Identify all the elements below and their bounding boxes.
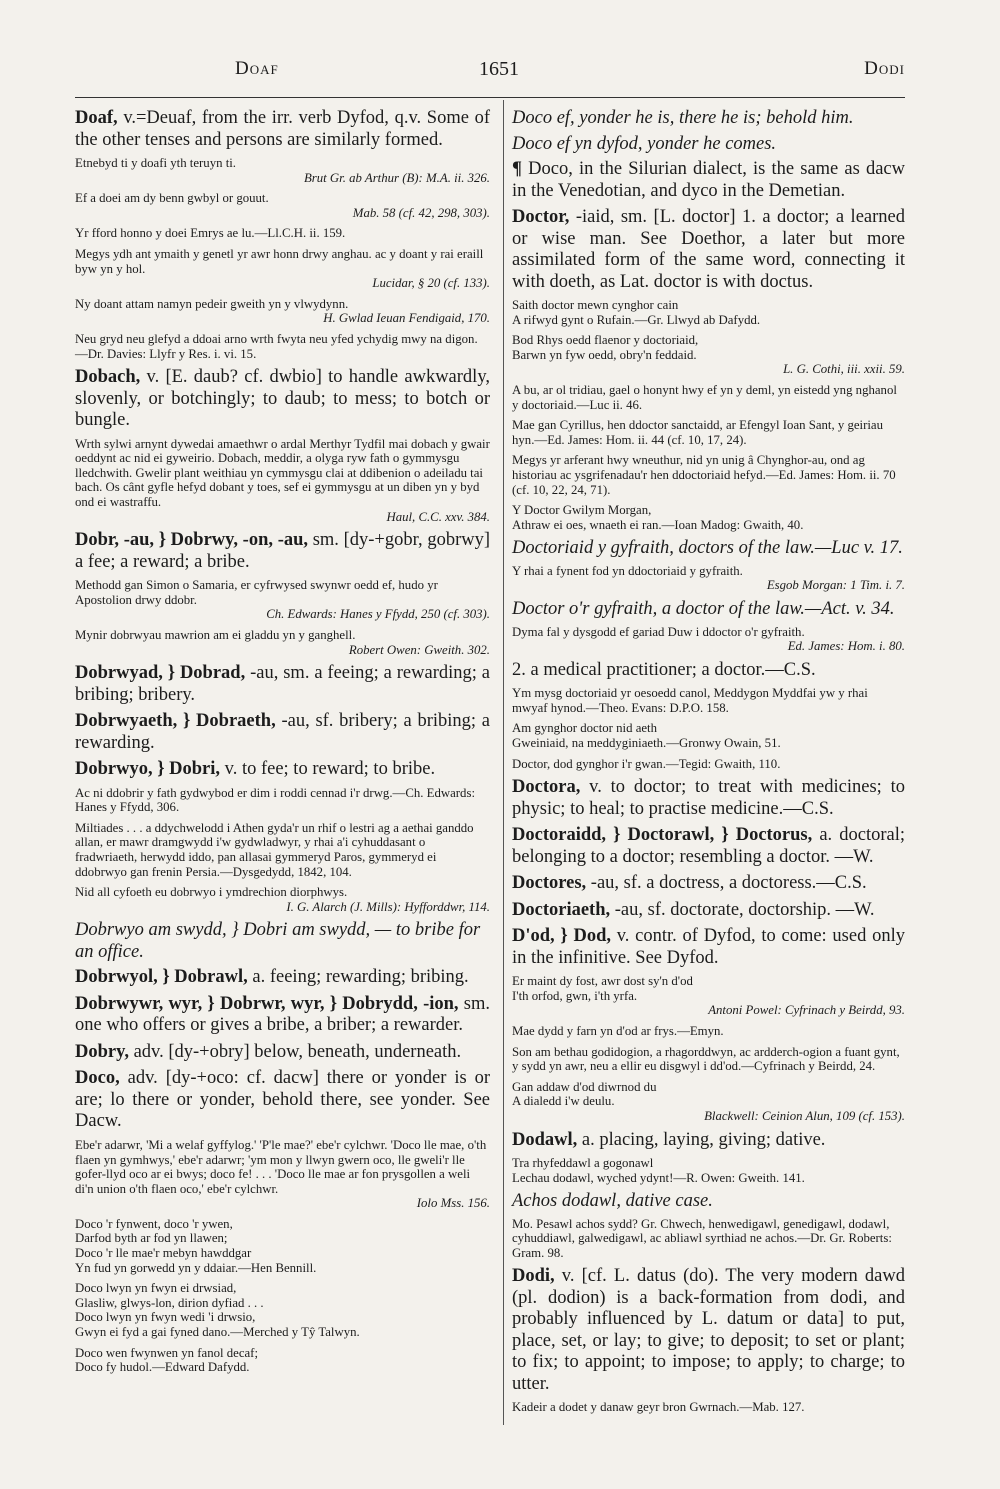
quotation-line: Doco 'r fynwent, doco 'r ywen,: [75, 1216, 233, 1231]
quotation: [75, 628, 490, 657]
quotation: [512, 1080, 905, 1124]
quotation: [512, 1024, 905, 1039]
quotation: [512, 333, 905, 377]
quotation-line: Doco lwyn yn fwyn wedi 'i drwsio,: [75, 1310, 256, 1325]
quotation-source: Brut Gr. ab Arthur (B): M.A. ii. 326.: [303, 170, 490, 185]
definition: v. contr. of Dyfod, to come: used only in the infinitive. See Dyfod.: [512, 926, 905, 968]
headword: Dobrwyo, } Dobri,: [75, 759, 221, 780]
quotation-source: L. G. Cothi, iii. xxii. 59.: [783, 362, 905, 377]
header-rule: [75, 97, 905, 98]
dictionary-entry: [512, 207, 905, 293]
definition: sm. [dy-+gobr, gobrwy] a fee; a reward; a bribe.: [75, 530, 490, 572]
quotation-line: Barwn yn fyw oedd, obry'n feddaid.: [512, 347, 697, 362]
headword: Dobry,: [75, 1041, 129, 1062]
dictionary-entry: [75, 1042, 490, 1064]
definition: a. placing, laying, giving; dative.: [577, 1129, 826, 1150]
quotation-line: Miltiades . . . a ddychwelodd i Athen gyda'r un rhif o lestri ag a aethai ganddo allan, er mawr dramgwydd i'w gydwladwyr, y rhai a'i cyhuddasant o fradwriaeth, herwydd iddo, pan allasai gymmeryd Paros, gymmeryd ei ddobrwyo gan frenin Persia.—Dysgedydd, 1842, 104.: [75, 820, 474, 879]
quotation: [75, 247, 490, 291]
phrase-entry: Doctoriaid y gyfraith, doctors of the law.—Luc v. 17.: [512, 538, 903, 559]
quotation-line: Am gynghor doctor nid aeth: [512, 721, 658, 736]
quotation-line: Darfod byth ar fod yn llawen;: [75, 1231, 228, 1246]
quotation: [75, 1217, 490, 1275]
quotation: [75, 191, 490, 220]
headword: Doco,: [75, 1068, 120, 1089]
dictionary-entry: [512, 900, 905, 922]
quotation-line: Etnebyd ti y doafi yth teruyn ti.: [75, 156, 236, 170]
quotation-line: Athraw ei oes, wnaeth ei ran.—Ioan Madog: Gwaith, 40.: [512, 517, 804, 532]
quotation-source: Antoni Powel: Cyfrinach y Beirdd, 93.: [708, 1003, 905, 1018]
definition: a. doctoral; belonging to a doctor; resembling a doctor. —W.: [512, 825, 905, 867]
quotation: [512, 1045, 905, 1074]
quotation-line: Doco fy hudol.—Edward Dafydd.: [75, 1360, 250, 1375]
quotation: [512, 1400, 905, 1415]
dictionary-entry: [75, 759, 490, 781]
quotation: [512, 453, 905, 497]
quotation-line: Ny doant attam namyn pedeir gweith yn y vlwydynn.: [75, 296, 349, 311]
definition: Doco, in the Silurian dialect, is the same as dacw in the Venedotian, and dyco in the Demetian.: [512, 159, 905, 201]
quotation: [512, 1156, 905, 1185]
right-column: [512, 108, 905, 1421]
quotation-source: Lucidar, § 20 (cf. 133).: [372, 276, 490, 291]
phrase-entry: Doco ef, yonder he is, there he is; behold him.: [512, 108, 854, 128]
quotation-source: Esgob Morgan: 1 Tim. i. 7.: [766, 578, 905, 593]
quotation-line: Y rhai a fynent fod yn ddoctoriaid y gyfraith.: [512, 563, 743, 578]
quotation-line: Y Doctor Gwilym Morgan,: [512, 503, 652, 518]
dictionary-entry: [75, 108, 490, 151]
quotation: [75, 885, 490, 914]
left-column: [75, 108, 490, 1381]
quotation: [512, 721, 905, 750]
headword: Doctoraidd, } Doctorawl, } Doctorus,: [512, 825, 813, 846]
dictionary-entry: [75, 367, 490, 432]
column-divider: [503, 100, 504, 1425]
quotation-line: Gwyn ei fyd a gai fyned dano.—Merched y Tŷ Talwyn.: [75, 1325, 360, 1340]
quotation-line: Yr fford honno y doei Emrys ae lu.—Ll.C.H. ii. 159.: [75, 226, 346, 241]
definition: -iaid, sm. [L. doctor] 1. a doctor; a learned or wise man. See Doethor, a later but more assimilated form of the same word, connecting it with doeth, as Lat. doctor is with doctus.: [512, 207, 905, 292]
quotation: [75, 156, 490, 185]
quotation-line: Doco wen fwynwen yn fanol decaf;: [75, 1345, 258, 1360]
quotation: [75, 578, 490, 622]
dictionary-entry: [512, 825, 905, 868]
headword: Doctores,: [512, 873, 587, 894]
definition: v.=Deuaf, from the irr. verb Dyfod, q.v. Some of the other tenses and persons are similarly formed.: [75, 108, 490, 150]
quotation-line: Bod Rhys oedd flaenor y doctoriaid,: [512, 333, 699, 348]
quotation-line: Son am bethau godidogion, a rhagorddwyn, ac ardderch-ogion a fuant gynt, y sydd yn awr, neu a ellir eu disgwyl i dd'od.—Cyfrinach y Beirdd, 24.: [512, 1044, 900, 1074]
definition: v. [cf. L. datus (do). The very modern dawd (pl. dodion) is a back-formation from dodi, and probably influenced by L. datum or data] to put, place, set, or lay; to give; to deposit; to set or plant; to fix; to appoint; to impose; to apply; to charge; to utter.: [512, 1266, 905, 1394]
phrase-entry: Doctor o'r gyfraith, a doctor of the law.—Act. v. 34.: [512, 599, 895, 619]
quotation: [75, 226, 490, 241]
dictionary-entry: [75, 1068, 490, 1133]
quotation-line: Yn fud yn gorwedd yn y ddaiar.—Hen Bennill.: [75, 1260, 317, 1275]
quotation: [512, 418, 905, 447]
quotation-line: Mae dydd y farn yn d'od ar frys.—Emyn.: [512, 1023, 724, 1038]
definition: a. feeing; rewarding; bribing.: [247, 967, 469, 988]
dictionary-entry: [512, 159, 905, 202]
quotation: [75, 1346, 490, 1375]
dictionary-entry: [512, 1130, 905, 1152]
quotation: [512, 383, 905, 412]
phrase-entry: Doco ef yn dyfod, yonder he comes.: [512, 133, 777, 154]
quotation: [512, 974, 905, 1018]
headword: Dobrwywr, wyr, } Dobrwr, wyr, } Dobrydd, -ion,: [75, 993, 459, 1014]
definition: -au, sf. doctorate, doctorship. —W.: [610, 899, 875, 920]
definition: -au, sm. a feeing; a rewarding; a bribing; bribery.: [75, 663, 490, 705]
headword: Doctor,: [512, 207, 570, 227]
quotation: [512, 564, 905, 593]
quotation-line: Doco 'r lle mae'r mebyn hawddgar: [75, 1246, 252, 1261]
quotation-line: Neu gryd neu glefyd a ddoai arno wrth fwyta neu yfed ychydig mwy na digon.—Dr. Davies: Llyfr y Res. i. vi. 15.: [75, 331, 478, 361]
dictionary-entry: [75, 530, 490, 573]
quotation-line: Gan addaw d'od diwrnod du: [512, 1079, 657, 1094]
quotation-line: Megys yr arferant hwy wneuthur, nid yn unig â Chynghor-au, ond ag historiau ac ysgrifenadau'r hen ddoctoriaid hefyd.—Ed. James: Hom. ii. 70 (cf. 10, 22, 24, 71).: [512, 453, 896, 497]
quotation-line: Ef a doei am dy benn gwbyl or gouut.: [75, 191, 269, 206]
quotation-line: Megys ydh ant ymaith y genetl yr awr honn drwy anghau. ac y doant y rai eraill byw yn y hol.: [75, 246, 484, 276]
headword: Dodi,: [512, 1266, 555, 1287]
page-header: [75, 58, 905, 88]
definition: -au, sf. a doctress, a doctoress.—C.S.: [586, 873, 867, 894]
quotation-line: I'th orfod, gwn, i'th yrfa.: [512, 988, 638, 1003]
quotation-line: Mynir dobrwyau mawrion am ei gladdu yn y ganghell.: [75, 627, 356, 642]
header-first-word: Doaf: [235, 58, 279, 79]
quotation: [75, 1281, 490, 1339]
quotation: [512, 503, 905, 532]
quotation-line: Wrth sylwi arnynt dywedai amaethwr o ardal Merthyr Tydfil mai dobach y gwair oeddynt ac nid ei gyweirio. Dobach, meddir, a olyga ryw fath o gymmysgu lledchwith. Gwelir plant weithiau yn cymmysgu clai at ddibenion o adeiladu tai bach. Os cânt gyfle hefyd dobant y toes, sef ei gymmysgu at un diben yn y byd ond ei wastraffu.: [75, 436, 490, 509]
headword: Dobr, -au, } Dobrwy, -on, -au,: [75, 530, 309, 551]
quotation: [75, 1138, 490, 1211]
dictionary-entry: [75, 711, 490, 754]
dictionary-entry: [512, 777, 905, 820]
quotation-source: H. Gwlad Ieuan Fendigaid, 170.: [323, 311, 490, 326]
quotation-line: Mo. Pesawl achos sydd? Gr. Chwech, henwedigawl, genedigawl, dodawl, cyhuddiawl, galwedigawl, ac abliawl syrthiad ne achos.—Dr. Gr. Roberts: Gram. 98.: [512, 1216, 892, 1260]
dictionary-entry: [75, 663, 490, 706]
quotation-line: Methodd gan Simon o Samaria, er cyfrwysed swynwr oedd ef, hudo yr Apostolion drwy ddobr.: [75, 578, 438, 607]
headword: Dobrwyol, } Dobrawl,: [75, 967, 248, 988]
quotation: [75, 297, 490, 326]
headword: Dobach,: [75, 367, 141, 388]
quotation-line: Er maint dy fost, awr dost sy'n d'od: [512, 974, 693, 989]
quotation-line: A dialedd i'w deulu.: [512, 1094, 615, 1109]
quotation: [512, 686, 905, 715]
headword: Dodawl,: [512, 1129, 578, 1150]
quotation-source: Mab. 58 (cf. 42, 298, 303).: [352, 205, 490, 220]
quotation: [75, 786, 490, 815]
quotation-source: Iolo Mss. 156.: [416, 1196, 490, 1211]
headword: Doctora,: [512, 777, 581, 798]
quotation-source: I. G. Alarch (J. Mills): Hyfforddwr, 114.: [286, 899, 490, 914]
quotation-line: Saith doctor mewn cynghor cain: [512, 298, 679, 312]
quotation-source: Ed. James: Hom. i. 80.: [787, 639, 905, 654]
header-last-word: Dodi: [864, 58, 905, 79]
quotation-line: A rifwyd gynt o Rufain.—Gr. Llwyd ab Dafydd.: [512, 312, 761, 327]
quotation-source: Robert Owen: Gweith. 302.: [348, 642, 490, 657]
quotation-line: Doco lwyn yn fwyn ei drwsiad,: [75, 1281, 237, 1296]
dictionary-entry: [512, 873, 905, 895]
quotation-line: A bu, ar ol tridiau, gael o honynt hwy ef yn y deml, yn eistedd yng nghanol y doctoriaid.—Luc ii. 46.: [512, 382, 897, 412]
quotation-line: Ebe'r adarwr, 'Mi a welaf gyffylog.' 'P'le mae?' ebe'r cylchwr. 'Doco lle mae, o'th flaen yn gymhwys,' ebe'r adarwr; 'ym mon y llwyn gwern oco, lle gweli'r lle gofer-llyd oco ar ei bwys; doco fe! . . . 'Doco lle mae ar fon prysgollen a weli di'n union o'th flaen oco,' ebe'r cylchwr.: [75, 1137, 487, 1196]
quotation: [75, 821, 490, 879]
quotation-source: Blackwell: Ceinion Alun, 109 (cf. 153).: [704, 1108, 905, 1123]
quotation-line: Nid all cyfoeth eu dobrwyo i ymdrechion diorphwys.: [75, 885, 348, 900]
page-number: 1651: [479, 58, 519, 80]
quotation: [512, 757, 905, 772]
quotation-line: Tra rhyfeddawl a gogonawl: [512, 1156, 654, 1170]
headword: Doctoriaeth,: [512, 899, 611, 920]
quotation-line: Ym mysg doctoriaid yr oesoedd canol, Meddygon Myddfai yw y rhai mwyaf hynod.—Theo. Evans: D.P.O. 158.: [512, 686, 868, 715]
dictionary-entry: [512, 1266, 905, 1395]
headword: Dobrwyad, } Dobrad,: [75, 663, 246, 684]
quotation-line: Dyma fal y dysgodd ef gariad Duw i ddoctor o'r gyfraith.: [512, 624, 805, 639]
quotation-line: Gweiniaid, na meddyginiaeth.—Gronwy Owain, 51.: [512, 735, 781, 750]
phrase-entry: Dobrwyo am swydd, } Dobri am swydd, — to bribe for an office.: [75, 920, 481, 962]
definition: adv. [dy-+oco: cf. dacw] there or yonder is or are; lo there or yonder, behold there, see yonder. See Dacw.: [75, 1068, 490, 1132]
quotation-line: Mae gan Cyrillus, hen ddoctor sanctaidd, ar Efengyl Ioan Sant, y geiriau hyn.—Ed. James: Hom. ii. 44 (cf. 10, 17, 24).: [512, 418, 884, 447]
definition: v. to doctor; to treat with medicines; to physic; to heal; to practise medicine.—C.S.: [512, 777, 905, 819]
dictionary-entry: [512, 660, 905, 682]
definition: v. [E. daub? cf. dwbio] to handle awkwardly, slovenly, or botchingly; to daub; to mess; to botch or bungle.: [75, 367, 490, 431]
definition: adv. [dy-+obry] below, beneath, underneath.: [128, 1041, 462, 1062]
quotation-line: Kadeir a dodet y danaw geyr bron Gwrnach.—Mab. 127.: [512, 1400, 805, 1415]
dictionary-entry: [75, 967, 490, 989]
definition: sm. one who offers or gives a bribe, a briber; a rewarder.: [75, 993, 490, 1036]
quotation: [512, 625, 905, 654]
definition: v. to fee; to reward; to bribe.: [220, 759, 436, 780]
quotation-line: Glasliw, glwys-lon, dirion dyfiad . . .: [75, 1295, 264, 1310]
headword: Dobrwyaeth, } Dobraeth,: [75, 711, 276, 732]
quotation: [512, 1217, 905, 1261]
headword: Doaf,: [75, 108, 118, 128]
quotation: [512, 298, 905, 327]
phrase-entry: Achos dodawl, dative case.: [512, 1191, 713, 1212]
quotation-source: Haul, C.C. xxv. 384.: [386, 509, 490, 524]
quotation: [75, 332, 490, 361]
dictionary-entry: [512, 926, 905, 969]
quotation-line: Doctor, dod gynghor i'r gwan.—Tegid: Gwaith, 110.: [512, 756, 781, 771]
quotation-source: Ch. Edwards: Hanes y Ffydd, 250 (cf. 303).: [266, 607, 490, 622]
quotation-line: Ac ni ddobrir y fath gydwybod er dim i roddi cennad i'r drwg.—Ch. Edwards: Hanes y Ffydd, 306.: [75, 785, 475, 815]
dictionary-entry: [75, 994, 490, 1037]
definition: 2. a medical practitioner; a doctor.—C.S.: [512, 659, 816, 680]
quotation: [75, 437, 490, 525]
quotation-line: Lechau dodawl, wyched ydynt!—R. Owen: Gweith. 141.: [512, 1170, 805, 1185]
definition: -au, sf. bribery; a bribing; a rewarding.: [75, 711, 490, 753]
headword: ¶: [512, 159, 522, 179]
headword: D'od, } Dod,: [512, 926, 611, 947]
